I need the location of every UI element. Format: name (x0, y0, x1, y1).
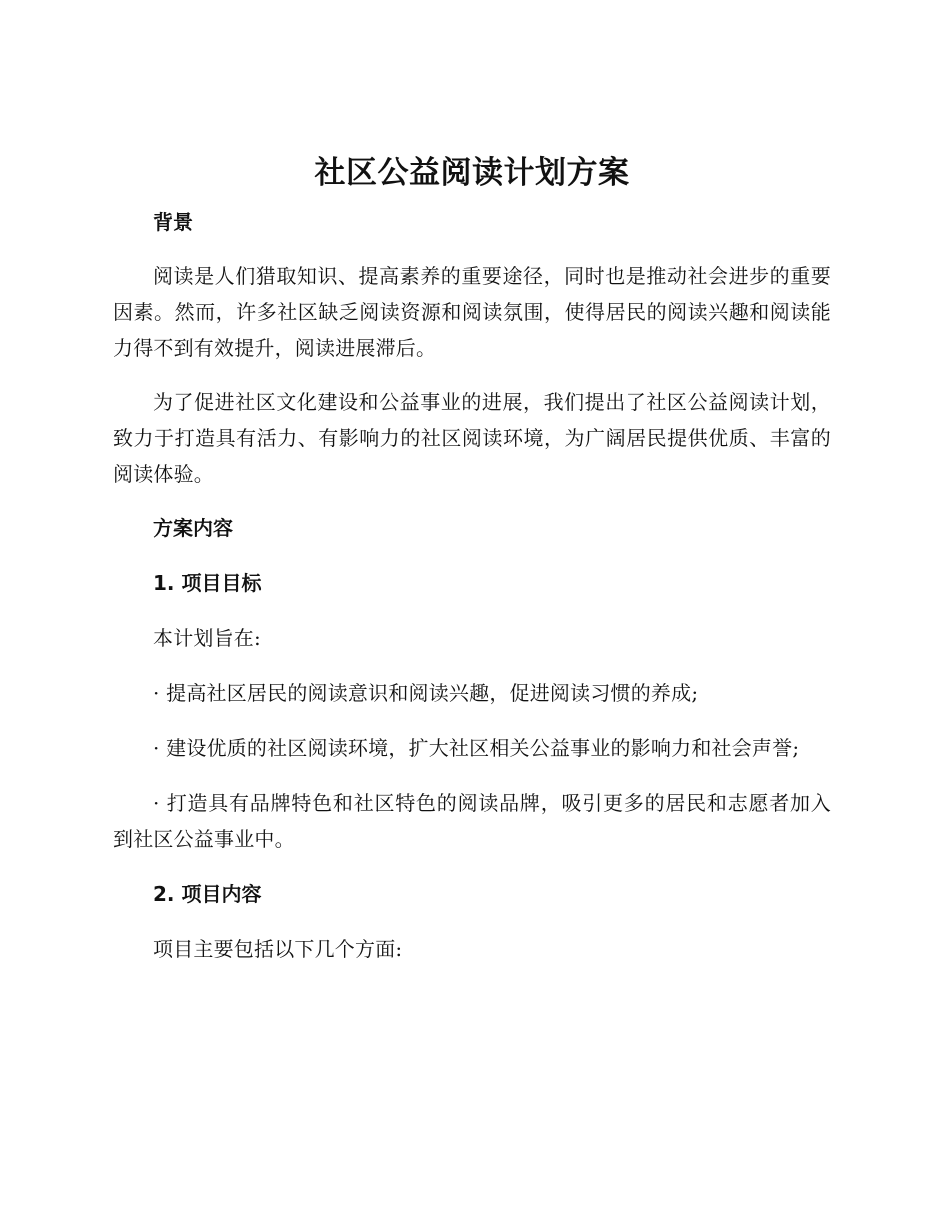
plan-content-heading: 方案内容 (153, 516, 233, 540)
document-content (113, 150, 831, 967)
goal-bullet-3: · 打造具有品牌特色和社区特色的阅读品牌，吸引更多的居民和志愿者加入到社区公益事业中。 (113, 791, 831, 851)
background-heading: 背景 (153, 210, 193, 234)
background-paragraph-2: 为了促进社区文化建设和公益事业的进展，我们提出了社区公益阅读计划，致力于打造具有活力、有影响力的社区阅读环境，为广阔居民提供优质、丰富的阅读体验。 (113, 390, 831, 486)
document-title: 社区公益阅读计划方案 (314, 155, 630, 191)
goal-bullet-2: · 建设优质的社区阅读环境，扩大社区相关公益事业的影响力和社会声誉; (153, 736, 800, 760)
section-2-intro: 项目主要包括以下几个方面: (153, 937, 403, 961)
section-1-heading: 1. 项目目标 (153, 571, 262, 595)
section-1-intro: 本计划旨在: (153, 626, 261, 650)
section-2-heading: 2. 项目内容 (153, 882, 262, 906)
goal-bullet-1: · 提高社区居民的阅读意识和阅读兴趣，促进阅读习惯的养成; (153, 681, 699, 705)
background-paragraph-1: 阅读是人们猎取知识、提高素养的重要途径，同时也是推动社会进步的重要因素。然而，许多社区缺乏阅读资源和阅读氛围，使得居民的阅读兴趣和阅读能力得不到有效提升，阅读进展滞后。 (113, 264, 831, 360)
